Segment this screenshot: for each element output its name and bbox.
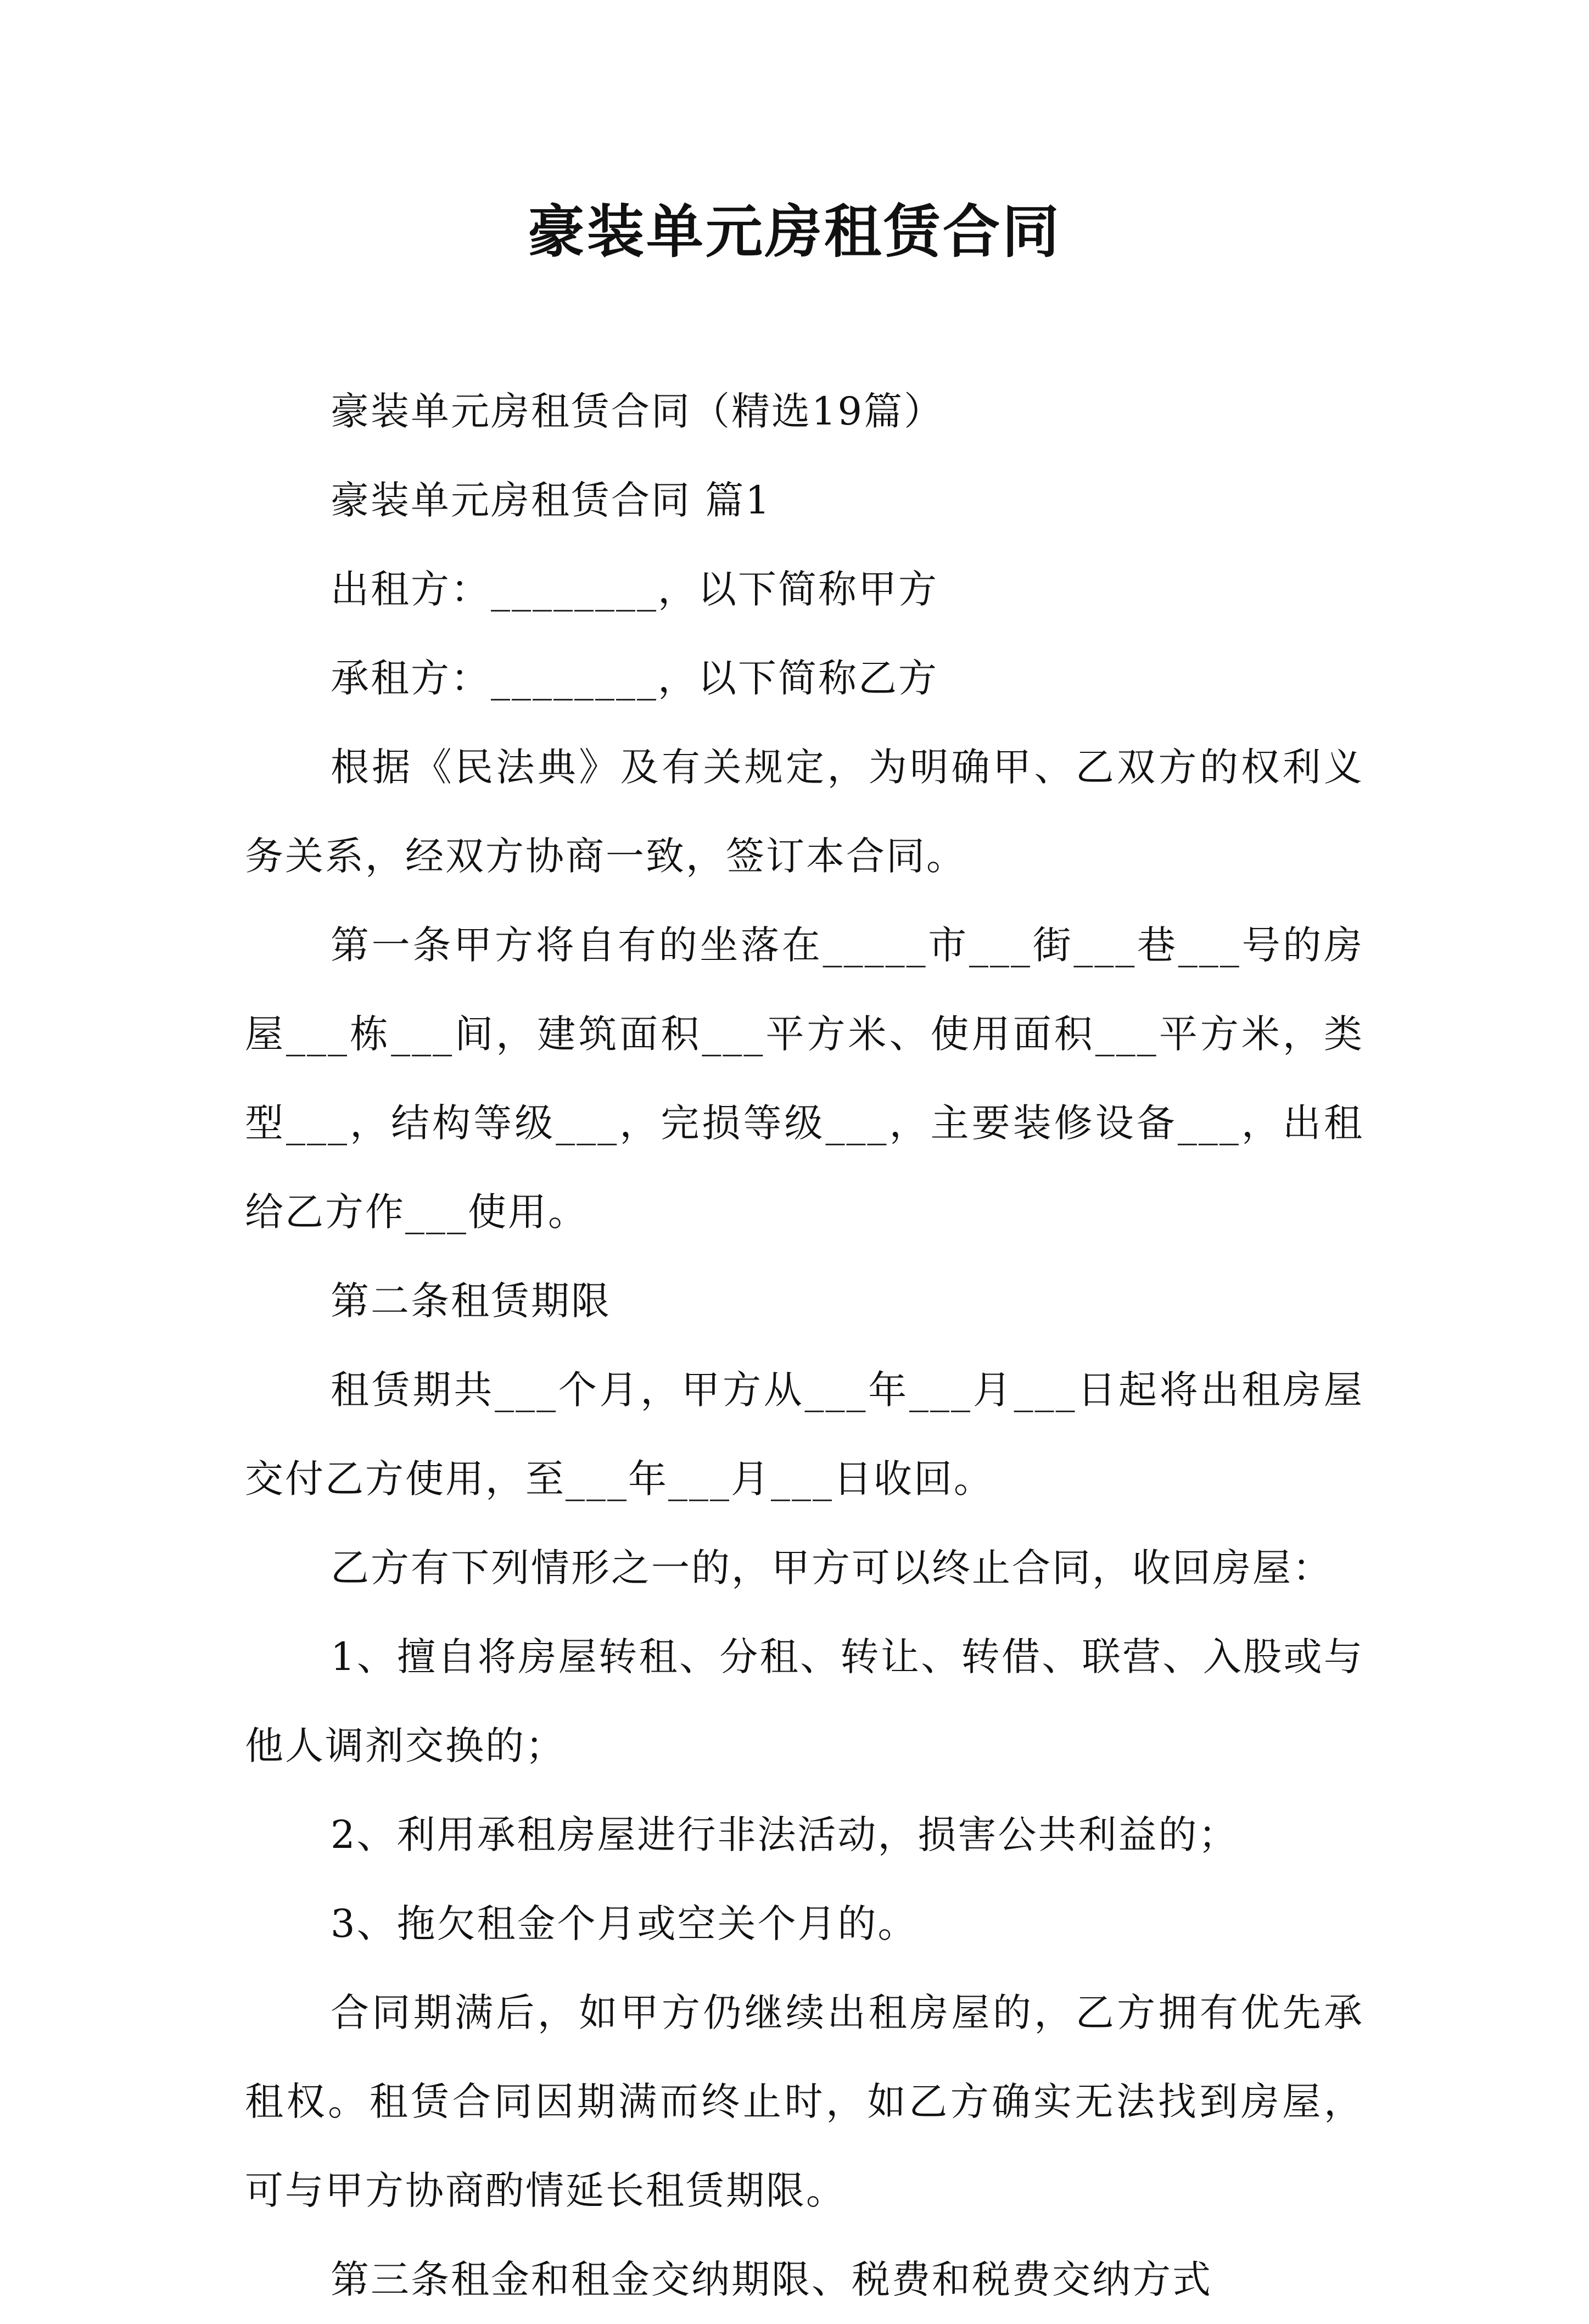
paragraph-condition-2: 2、利用承租房屋进行非法活动，损害公共利益的；: [331, 1812, 1239, 1857]
paragraph-article-3-heading: 第三条租金和租金交纳期限、税费和税费交纳方式: [331, 2257, 1212, 2302]
paragraph-lessee: 承租方：________，以下简称乙方: [331, 656, 938, 701]
paragraph-subtitle: 豪装单元房租赁合同（精选19篇）: [331, 389, 944, 434]
document-title: 豪装单元房租赁合同: [527, 198, 1061, 265]
paragraph-condition-1: 1、擅自将房屋转租、分租、转让、转借、联营、入股或与他人调剂交换的；: [245, 1634, 1364, 1768]
paragraph-lease-term: 租赁期共___个月，甲方从___年___月___日起将出租房屋交付乙方使用，至___年___月___日收回。: [245, 1367, 1364, 1501]
paragraph-renewal: 合同期满后，如甲方仍继续出租房屋的，乙方拥有优先承租权。租赁合同因期满而终止时，如乙方确实无法找到房屋，可与甲方协商酌情延长租赁期限。: [245, 1990, 1364, 2213]
paragraph-section-heading: 豪装单元房租赁合同 篇1: [331, 478, 771, 523]
paragraph-preamble: 根据《民法典》及有关规定，为明确甲、乙双方的权利义务关系，经双方协商一致，签订本合同。: [245, 745, 1364, 879]
paragraph-article-2-heading: 第二条租赁期限: [331, 1278, 611, 1323]
document-body: [245, 367, 1364, 2324]
paragraph-lessor: 出租方：________，以下简称甲方: [331, 567, 938, 612]
paragraph-termination-conditions: 乙方有下列情形之一的，甲方可以终止合同，收回房屋：: [331, 1545, 1333, 1590]
paragraph-condition-3: 3、拖欠租金个月或空关个月的。: [331, 1901, 918, 1946]
paragraph-article-1: 第一条甲方将自有的坐落在_____市___街___巷___号的房屋___栋___间，建筑面积___平方米、使用面积___平方米，类型___，结构等级___，完损等级___，主要装修设备___，出租给乙方作___使用。: [245, 923, 1364, 1234]
